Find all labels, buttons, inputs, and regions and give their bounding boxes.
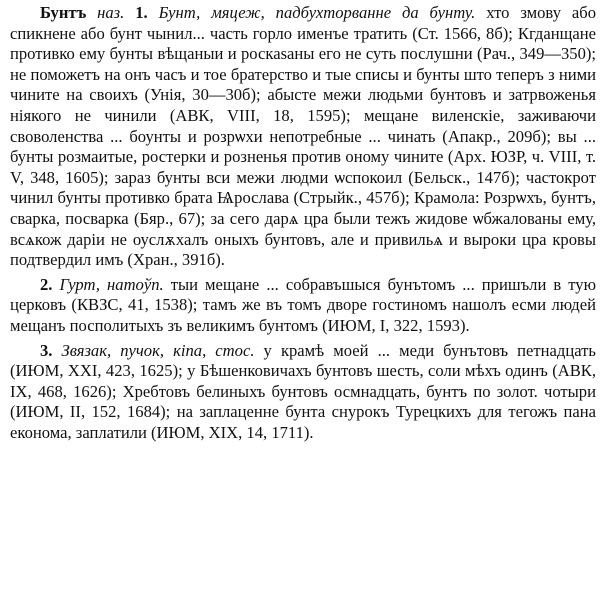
headword: Бунтъ (40, 3, 87, 22)
sense-2-definition: Гурт, натоўп. (59, 274, 164, 294)
grammar-label: наз. (97, 3, 125, 22)
sense-3-paragraph (10, 341, 596, 444)
sense-3-definition: Звязак, пучок, кіпа, стос. (61, 340, 255, 360)
sense-3-citations: у крамѣ моей ... меди бунътовъ петнадцать (ИЮМ, XXI, 423, 1625); у Бѣшенковичахъ бунтовъ шесть, соли мѣхъ одинъ (АВК, IX, 468, 1626); Хребтовъ белиныхъ бунтовъ осмнадцать, бунтъ по золот. чотыри (ИЮМ, II, 152, 1684); на заплаценне бунта снурокъ Турецкихъ для тегожъ пана економа, заплатили (ИЮМ, XIX, 14, 1711). (10, 340, 596, 442)
sense-1-paragraph (10, 3, 596, 271)
sense-3-number: 3. (40, 340, 53, 360)
sense-2-citations: тыи мещане ... собравъшыся бунътомъ ... пришъли в тую церковъ (КВЗС, 41, 1538); тамъ же въ томъ дворе гостиномъ нашолъ есми людей мещанъ посполитыхъ зъ великимъ бунтомъ (ИЮМ, I, 322, 1593). (10, 274, 596, 335)
sense-2-number: 2. (40, 274, 53, 294)
sense-2-paragraph (10, 275, 596, 337)
sense-1-citations: хто змову або спикнене або бунт чынил... часть горло именъе тратить (Ст. 1566, 8б); Кгданщане противко ему бунты вѣщаныи и роскаѕаны его не суть послушни (Рач., 349—350); не поможетъ на онъ часъ и тое братерство и тые списы и бунты што теперъ з ними чините на своихъ (Унія, 30—30б); абысте межи людьми бунтовъ и затрвоженья нiякого не чинили (АВК, VIII, 18, 1595); мещане виленскіе, заживаючи своволенства ... боунты и розрѡхи непотребные ... чинать (Апакр., 209б); вы ... бунты розмаитые, ростерки и розненья против оному чините (Арх. ЮЗР, ч. VIII, т. V, 348, 1605); зараз бунты вси межи людми ѡспокоил (Бельск., 147б); частокрот чинил бунты противко брата Ѩрослава (Стрыйк., 457б); Крамола: Розрѡхъ, бунтъ, сварка, посварка (Бяр., 67); за сего дарѧ цра были тежъ жидове ѡбжалованы ему, всѧкож дарiи не оуслѫхалъ оныхъ бунтовъ, але и привильѧ и выроки цра кровы подтвердил имъ (Хран., 391б). (10, 3, 596, 270)
sense-1-definition: Бунт, мяцеж, падбухторванне да бунту. (158, 3, 476, 22)
sense-1-number: 1. (135, 3, 148, 22)
